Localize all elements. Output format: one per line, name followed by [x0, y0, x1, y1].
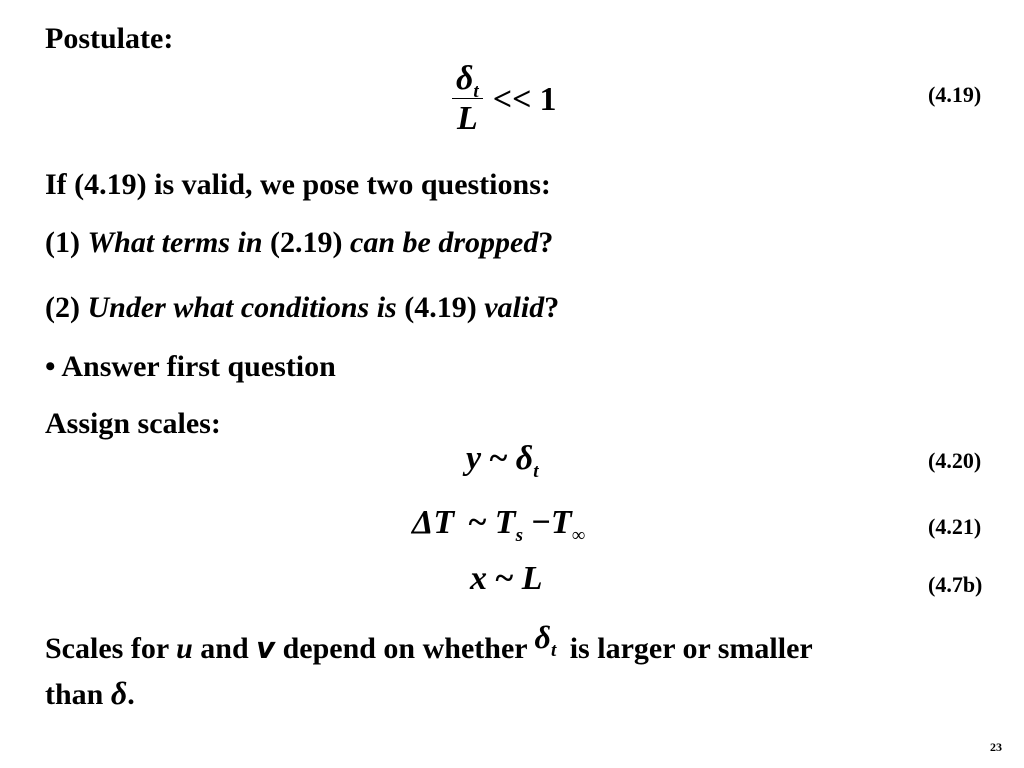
equation-4-20 [466, 440, 539, 482]
questions-intro: If (4.19) is valid, we pose two questions: [45, 168, 551, 201]
equation-4-7b [470, 560, 542, 598]
question-1-text-b: can be dropped [350, 226, 539, 259]
question-2-text-b: valid [484, 291, 545, 324]
eq-4-20-subscript: t [533, 461, 539, 482]
equation-number-4-20: (4.20) [928, 448, 982, 473]
question-1-ref: (2.19) [270, 226, 343, 259]
scales-text-3: is larger or smaller [569, 632, 813, 665]
fraction-numerator [452, 60, 483, 102]
eq-4-21-Ts: T [494, 504, 516, 541]
assign-scales-heading: Assign scales: [45, 407, 221, 440]
scales-statement-line-1 [45, 619, 813, 666]
delta-t-symbol: $\delta_t$ [534, 619, 557, 661]
eq-4-7b-tilde: ~ [495, 560, 514, 597]
eq-4-7b-rhs: L [521, 560, 543, 597]
eq-4-7b-lhs: x [470, 560, 487, 597]
eq-4-20-tilde: ~ [489, 440, 508, 477]
bullet-item [45, 350, 336, 384]
postulate-heading: Postulate: [45, 22, 174, 55]
fraction-delta-over-L [452, 60, 483, 139]
equation-rhs-one: 1 [539, 80, 557, 118]
scales-text-2: depend on whether [282, 632, 528, 665]
eq-4-21-delta: Δ [412, 504, 434, 541]
question-1-text-a: What terms in [87, 226, 263, 259]
question-2-mark: ? [544, 291, 560, 324]
equation-number-4-7b: (4.7b) [928, 572, 983, 597]
fraction-denominator: L [456, 100, 478, 137]
question-1 [45, 226, 553, 260]
equation-number-4-21: (4.21) [928, 514, 982, 539]
scales-statement-line-2 [45, 676, 135, 712]
equation-number-4-19: (4.19) [928, 82, 982, 107]
question-2-number: (2) [45, 291, 80, 324]
question-1-mark: ? [538, 226, 554, 259]
question-2-text-a: Under what conditions is [87, 291, 397, 324]
variable-u: u [176, 632, 193, 665]
equation-4-21 [412, 504, 586, 546]
eq-4-21-tilde: ~ [468, 504, 487, 541]
equation-4-19 [452, 60, 556, 139]
eq-4-21-Tinf: T [550, 504, 572, 541]
eq-4-20-lhs: y [466, 440, 482, 477]
delta-symbol-final: δ [110, 675, 128, 711]
eq-4-21-sub-infinity: ∞ [571, 525, 586, 546]
question-1-number: (1) [45, 226, 80, 259]
eq-4-21-minus: − [531, 504, 551, 541]
variable-v: v [256, 631, 276, 665]
eq-4-21-sub-s: s [515, 525, 523, 546]
question-2 [45, 291, 559, 325]
question-2-ref: (4.19) [404, 291, 477, 324]
eq-4-21-T: T [433, 504, 455, 541]
eq-4-20-delta: δ [515, 440, 534, 477]
bullet-text: Answer first question [61, 350, 336, 383]
delta-t-subscript: t [550, 640, 557, 661]
scales-text-1: Scales for [45, 632, 169, 665]
much-less-than-symbol: << [492, 80, 532, 118]
delta-symbol: δ [456, 60, 474, 97]
sentence-period: . [127, 678, 135, 711]
page-number: 23 [990, 740, 1002, 754]
scales-and: and [200, 632, 249, 665]
scales-than: than [45, 678, 104, 711]
subscript-t: t [473, 81, 479, 102]
bullet-icon: • [45, 350, 56, 383]
